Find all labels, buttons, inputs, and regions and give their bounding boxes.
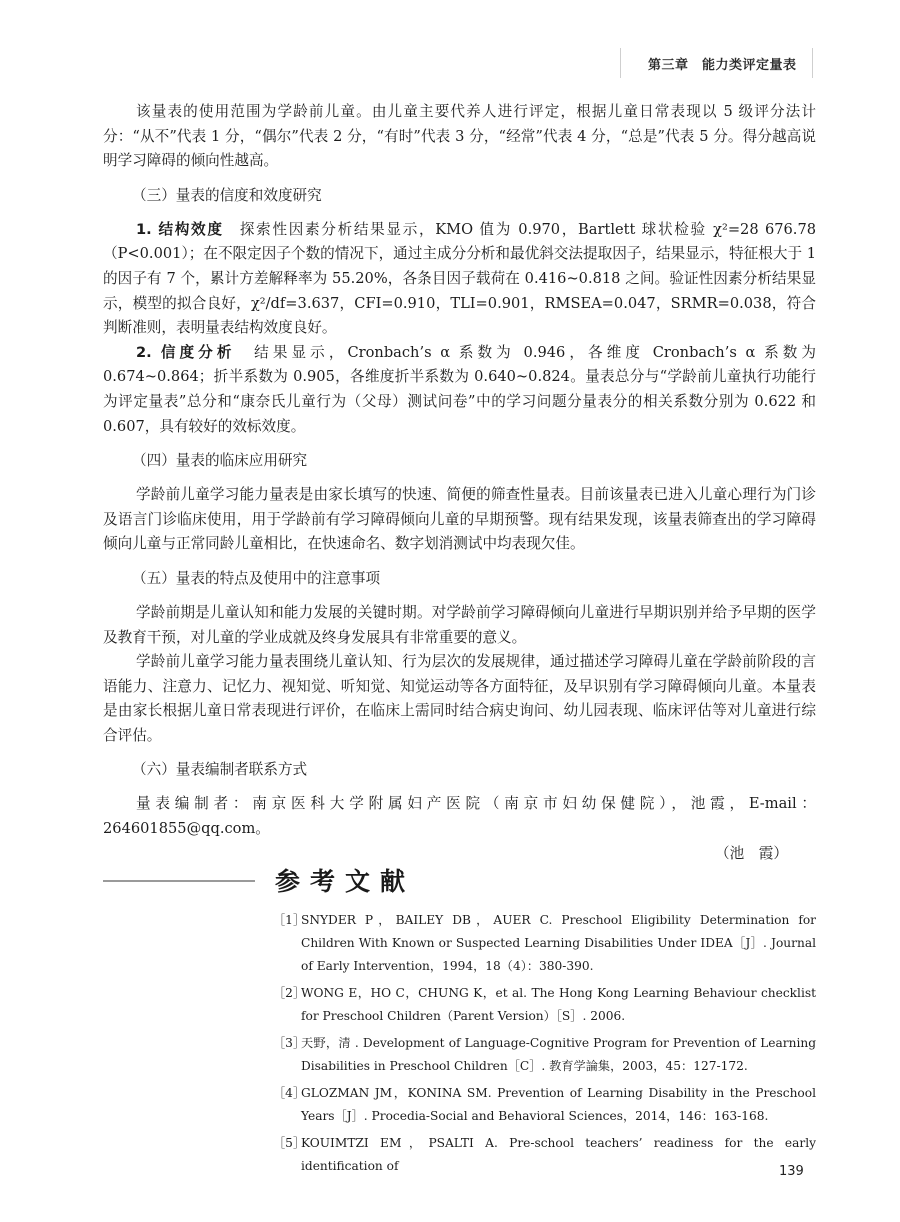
clinical-application-paragraph: 学龄前儿童学习能力量表是由家长填写的快速、简便的筛查性量表。目前该量表已进入儿童心理行为门诊及语言门诊临床使用，用于学龄前有学习障碍倾向儿童的早期预警。现有结果发现，该量表筛查出的学习障碍倾向儿童与正常同龄儿童相比，在快速命名、数字划消测试中均表现欠佳。 bbox=[103, 486, 816, 553]
features-paragraph-2: 学龄前儿童学习能力量表围绕儿童认知、行为层次的发展规律，通过描述学习障碍儿童在学龄前阶段的言语能力、注意力、记忆力、视知觉、听知觉、知觉运动等各方面特征，及早识别有学习障碍倾向儿童。本量表是由家长根据儿童日常表现进行评价，在临床上需同时结合病史询问、幼儿园表现、临床评估等对儿童进行综合评估。 bbox=[103, 653, 816, 744]
reference-number: ［4］ bbox=[273, 1086, 306, 1100]
references-title: 参考文献 bbox=[275, 867, 416, 896]
structural-validity-paragraph bbox=[103, 218, 816, 341]
section-6-heading: （六）量表编制者联系方式 bbox=[132, 761, 308, 779]
reliability-text: 结果显示，Cronbach’s α 系数为 0.946，各维度 Cronbach’s α 系数为 0.674~0.864；折半系数为 0.905，各维度折半系数为 0.640~0.824。量表总分与“学龄前儿童执行功能行为评定量表”总分和“康奈氏儿童行为（父母）测试问卷”中的学习问题分量表分的相关系数分别为 0.622 和 0.607，具有较好的效标效度。 bbox=[103, 343, 817, 435]
references-list bbox=[273, 909, 816, 1182]
structural-validity-text: 探索性因素分析结果显示，KMO 值为 0.970，Bartlett 球状检验 χ²=28 676.78（P<0.001）；在不限定因子个数的情况下，通过主成分分析和最优斜交法提取因子，结果显示，特征根大于 1 的因子有 7 个，累计方差解释率为 55.20%，各条目因子载荷在 0.416~0.818 之间。验证性因素分析结果显示，模型的拟合良好，χ²/df=3.637，CFI=0.910，TLI=0.901，RMSEA=0.047，SRMR=0.038，符合判断准则，表明量表结构效度良好。 bbox=[103, 220, 817, 337]
reference-item bbox=[273, 1082, 816, 1128]
header-right-rule bbox=[812, 48, 813, 78]
reference-item bbox=[273, 982, 816, 1028]
reference-number: ［5］ bbox=[273, 1136, 306, 1150]
page-number: 139 bbox=[779, 1164, 804, 1179]
reference-text: KOUIMTZI EM，PSALTI A. Pre-school teachers’ readiness for the early identification of bbox=[301, 1136, 816, 1173]
reliability-term: 2. 信度分析 bbox=[136, 343, 236, 361]
section-5-heading: （五）量表的特点及使用中的注意事项 bbox=[132, 569, 381, 587]
section-4-heading: （四）量表的临床应用研究 bbox=[132, 452, 308, 470]
reference-item bbox=[273, 909, 816, 978]
main-content bbox=[103, 100, 816, 866]
author-signature: （池 霞） bbox=[715, 844, 788, 862]
references-header-bar bbox=[103, 880, 255, 882]
header-left-rule bbox=[620, 48, 621, 78]
section-3-heading: （三）量表的信度和效度研究 bbox=[132, 186, 322, 204]
structural-validity-term: 1. 结构效度 bbox=[136, 220, 224, 238]
features-paragraph-1: 学龄前期是儿童认知和能力发展的关键时期。对学龄前学习障碍倾向儿童进行早期识别并给予早期的医学及教育干预，对儿童的学业成就及终身发展具有非常重要的意义。 bbox=[103, 603, 816, 646]
reference-text: SNYDER P，BAILEY DB，AUER C. Preschool Eligibility Determination for Children With Known or Suspected Learning Disabilities Under IDEA［J］. Journal of Early Intervention，1994，18（4）：380-390. bbox=[301, 913, 816, 973]
intro-paragraph: 该量表的使用范围为学龄前儿童。由儿童主要代养人进行评定，根据儿童日常表现以 5 级评分法计分：“从不”代表 1 分，“偶尔”代表 2 分，“有时”代表 3 分，“经常”代表 4 分，“总是”代表 5 分。得分越高说明学习障碍的倾向性越高。 bbox=[103, 103, 816, 170]
references-header bbox=[103, 862, 816, 898]
reference-number: ［2］ bbox=[273, 986, 306, 1000]
reference-item bbox=[273, 1132, 816, 1178]
reference-text: WONG E，HO C，CHUNG K，et al. The Hong Kong Learning Behaviour checklist for Preschool Children（Parent Version）［S］. 2006. bbox=[301, 986, 816, 1023]
reference-number: ［3］ bbox=[273, 1036, 306, 1050]
reference-item bbox=[273, 1032, 816, 1078]
running-header: 第三章 能力类评定量表 bbox=[648, 58, 797, 73]
contact-paragraph: 量表编制者：南京医科大学附属妇产医院（南京市妇幼保健院），池霞，E-mail：264601855@qq.com。 bbox=[103, 795, 816, 838]
reliability-paragraph bbox=[103, 341, 816, 439]
reference-number: ［1］ bbox=[273, 913, 306, 927]
reference-text: GLOZMAN JM，KONINA SM. Prevention of Learning Disability in the Preschool Years［J］. Procedia-Social and Behavioral Sciences，2014，146：163-168. bbox=[301, 1086, 816, 1123]
reference-text: 天野，清 . Development of Language-Cognitive Program for Prevention of Learning Disabilities in Preschool Children［C］. 教育学論集，2003，45：127-172. bbox=[301, 1036, 816, 1073]
